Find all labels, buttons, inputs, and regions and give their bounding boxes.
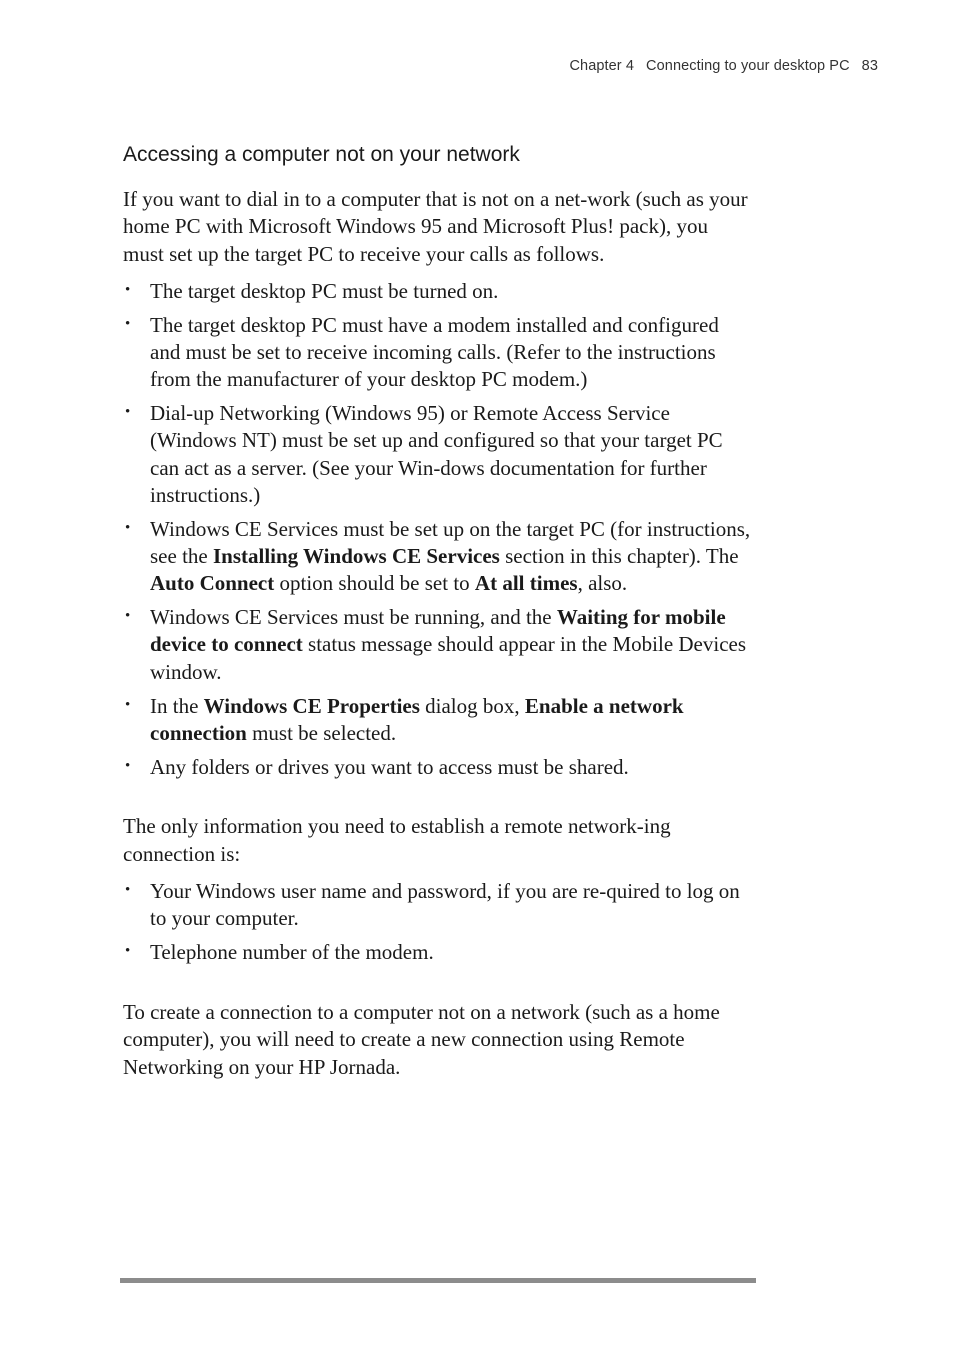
- list-item: • Windows CE Services must be running, and the Waiting for mobile device to connect status message should appear in the Mobile Devices window.: [123, 604, 753, 686]
- running-header: [569, 58, 878, 74]
- list-item: • In the Windows CE Properties dialog box, Enable a network connection must be selected.: [123, 693, 753, 748]
- closing-paragraph: To create a connection to a computer not on a network (such as a home computer), you will need to create a new connection using Remote Networking on your HP Jornada.: [123, 999, 720, 1079]
- page-number: 83: [861, 58, 878, 74]
- list-item: • Telephone number of the modem.: [123, 939, 753, 966]
- chapter-title: Connecting to your desktop PC: [646, 58, 850, 74]
- info-list: [123, 878, 753, 966]
- requirements-list: [123, 278, 753, 781]
- page-body: [123, 140, 753, 1081]
- info-intro-paragraph: The only information you need to establish a remote network-ing connection is:: [123, 814, 671, 866]
- list-item: • Dial-up Networking (Windows 95) or Remote Access Service (Windows NT) must be set up and configured so that your target PC can act as a server. (See your Win-dows documentation for further instructions.): [123, 400, 753, 509]
- intro-paragraph: If you want to dial in to a computer that is not on a net-work (such as your home PC with Microsoft Windows 95 and Microsoft Plus! pack), you must set up the target PC to receive your calls as follows.: [123, 187, 748, 266]
- list-item: • Your Windows user name and password, if you are re-quired to log on to your computer.: [123, 878, 753, 933]
- footer-rule: [120, 1278, 756, 1283]
- list-item: • Windows CE Services must be set up on the target PC (for instructions, see the Installing Windows CE Services section in this chapter). The Auto Connect option should be set to At all times, also.: [123, 516, 753, 598]
- list-item: • The target desktop PC must have a modem installed and configured and must be set to receive incoming calls. (Refer to the instructions from the manufacturer of your desktop PC modem.): [123, 312, 753, 394]
- list-item: • The target desktop PC must be turned on.: [123, 278, 753, 305]
- chapter-label: Chapter 4: [569, 58, 635, 74]
- section-heading: Accessing a computer not on your network: [123, 143, 520, 166]
- list-item: • Any folders or drives you want to access must be shared.: [123, 754, 753, 781]
